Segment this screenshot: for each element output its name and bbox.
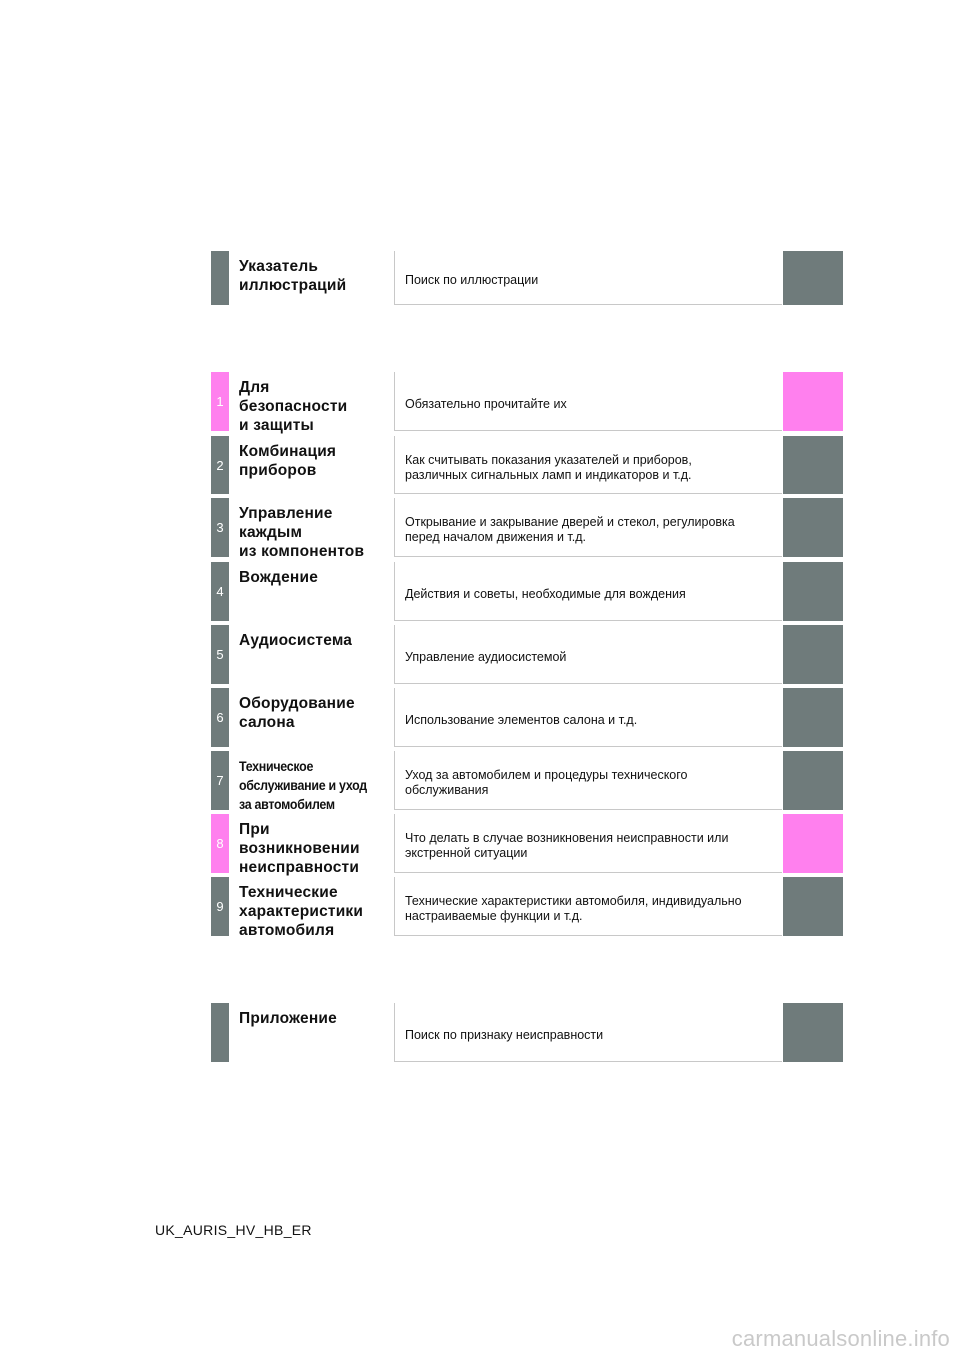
section-description-text: Поиск по признаку неисправности — [405, 1027, 604, 1042]
section-description — [394, 688, 782, 747]
section-description — [394, 751, 782, 810]
section-tab: 7 — [211, 751, 229, 810]
section-tab: 3 — [211, 498, 229, 557]
thumb-index-tab[interactable] — [783, 562, 843, 621]
section-title[interactable]: Техническое обслуживание и уход за автомобилем — [239, 759, 367, 812]
thumb-index-tab[interactable] — [783, 688, 843, 747]
section-description — [394, 814, 782, 873]
toc-row[interactable] — [211, 751, 843, 810]
toc-row[interactable] — [211, 625, 843, 684]
section-description — [394, 1003, 782, 1062]
toc-row[interactable] — [211, 814, 843, 876]
toc-row[interactable] — [211, 436, 843, 494]
watermark: carmanualsonline.info — [731, 1326, 950, 1351]
section-tab — [211, 1003, 229, 1062]
section-description — [394, 498, 782, 557]
section-description — [394, 562, 782, 621]
section-description-text: Открывание и закрывание дверей и стекол, регулировка перед началом движения и т.д. — [405, 515, 735, 544]
thumb-index-tab[interactable] — [783, 814, 843, 873]
toc-row[interactable] — [211, 688, 843, 747]
thumb-index-tab[interactable] — [783, 372, 843, 431]
section-tab: 6 — [211, 688, 229, 747]
section-description-text: Обязательно прочитайте их — [405, 396, 567, 411]
section-description — [394, 436, 782, 494]
thumb-index-tab[interactable] — [783, 436, 843, 494]
section-tab: 9 — [211, 877, 229, 936]
toc-row[interactable] — [211, 1003, 843, 1062]
section-description-text: Как считывать показания указателей и приборов, различных сигнальных ламп и индикаторов и т.д. — [405, 452, 692, 482]
section-description — [394, 877, 782, 936]
section-title[interactable]: Технические характеристики автомобиля — [239, 884, 364, 939]
section-description-text: Что делать в случае возникновения неисправности или экстренной ситуации — [405, 831, 729, 860]
section-title[interactable]: Управление каждым из компонентов — [239, 505, 365, 560]
document-code: UK_AURIS_HV_HB_ER — [155, 1222, 312, 1238]
thumb-index-tab[interactable] — [783, 498, 843, 557]
section-description-text: Технические характеристики автомобиля, индивидуально настраиваемые функции и т.д. — [405, 894, 742, 923]
section-tab: 5 — [211, 625, 229, 684]
section-description-text: Управление аудиосистемой — [405, 649, 567, 664]
section-description-text: Использование элементов салона и т.д. — [405, 712, 638, 727]
toc-row[interactable] — [211, 562, 843, 621]
section-title[interactable]: Указатель иллюстраций — [239, 258, 347, 294]
section-description — [394, 625, 782, 684]
section-title[interactable]: Комбинация приборов — [239, 443, 337, 479]
thumb-index-tab[interactable] — [783, 251, 843, 305]
section-title[interactable]: Оборудование салона — [239, 695, 355, 731]
section-description-text: Поиск по иллюстрации — [405, 273, 539, 287]
thumb-index-tab[interactable] — [783, 625, 843, 684]
section-tab: 8 — [211, 814, 229, 873]
section-title[interactable]: Приложение — [239, 1010, 337, 1027]
section-description-text: Действия и советы, необходимые для вождения — [405, 586, 686, 601]
toc-row[interactable] — [211, 877, 843, 939]
section-tab: 1 — [211, 372, 229, 431]
section-tab: 4 — [211, 562, 229, 621]
toc-row[interactable] — [211, 372, 843, 434]
section-tab — [211, 251, 229, 305]
section-description — [394, 251, 782, 305]
section-title[interactable]: Вождение — [239, 569, 319, 586]
thumb-index-tab[interactable] — [783, 877, 843, 936]
toc-row[interactable] — [211, 251, 843, 305]
thumb-index-tab[interactable] — [783, 1003, 843, 1062]
thumb-index-tab[interactable] — [783, 751, 843, 810]
section-title[interactable]: Аудиосистема — [239, 632, 353, 649]
section-description — [394, 372, 782, 431]
toc-row[interactable] — [211, 498, 843, 560]
section-title[interactable]: При возникновении неисправности — [239, 821, 360, 876]
section-tab: 2 — [211, 436, 229, 494]
section-description-text: Уход за автомобилем и процедуры технического обслуживания — [405, 768, 688, 797]
section-title[interactable]: Для безопасности и защиты — [239, 379, 348, 434]
